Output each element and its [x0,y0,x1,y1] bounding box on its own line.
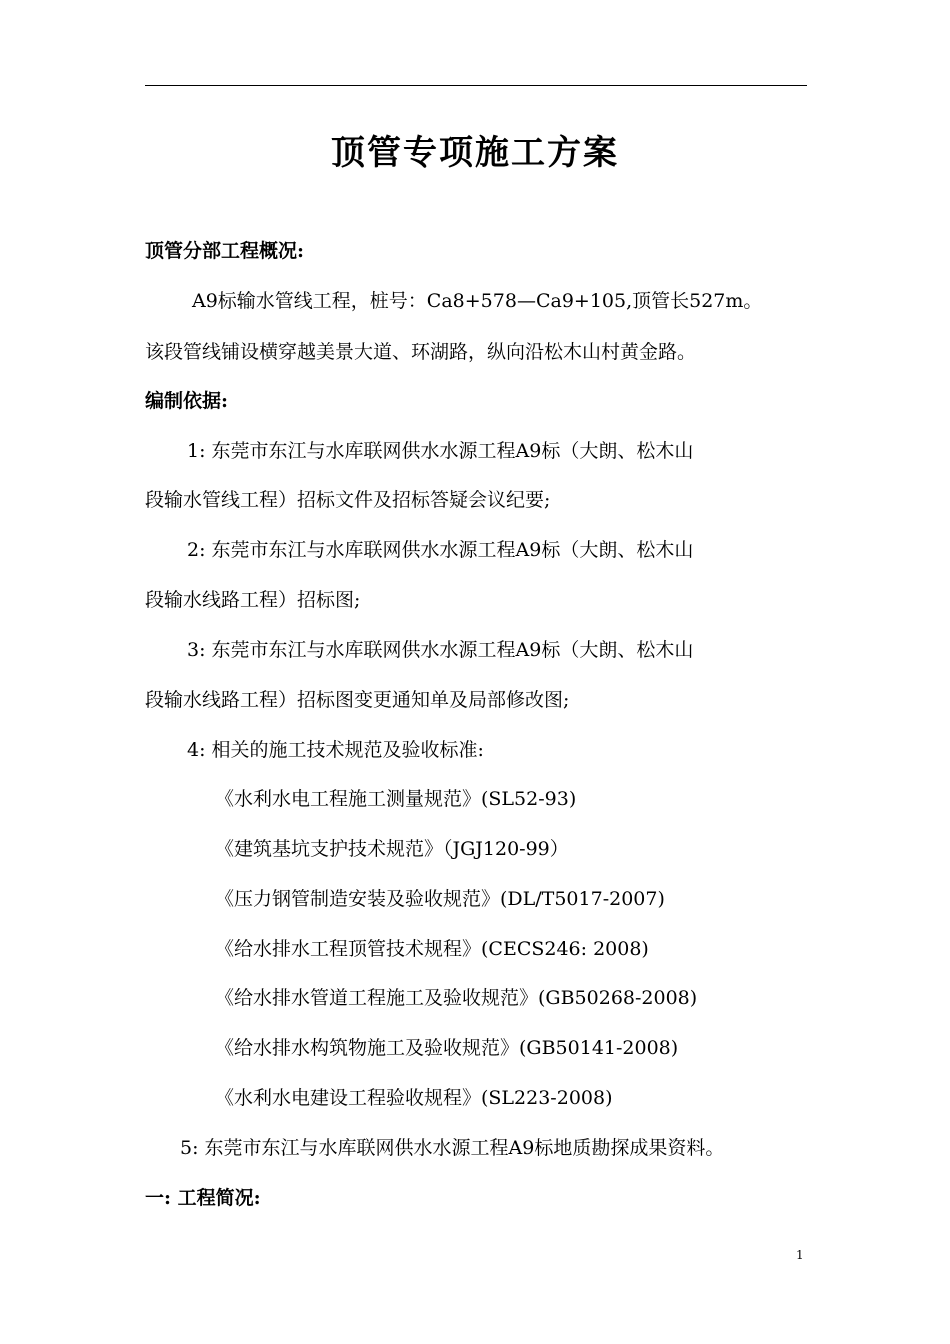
section-heading-overview: 顶管分部工程概况: [145,240,305,262]
standard-item: 《建筑基坑支护技术规范》（JGJ120-99） [215,838,569,860]
document-title: 顶管专项施工方案 [331,133,619,173]
overview-line-1: A9标输水管线工程，桩号：Ca8+578—Ca9+105,顶管长527m。 [192,290,763,312]
header-rule [145,85,807,86]
standard-item: 《给水排水管道工程施工及验收规范》(GB50268-2008) [215,987,698,1009]
section-heading-project: 一: 工程简况: [145,1187,261,1209]
page-number: 1 [796,1248,804,1262]
overview-line-2: 该段管线铺设横穿越美景大道、环湖路，纵向沿松木山村黄金路。 [145,341,697,363]
basis-item-1-line-2: 段输水管线工程）招标文件及招标答疑会议纪要; [145,489,551,511]
basis-item-2-line-1: 2: 东莞市东江与水库联网供水水源工程A9标（大朗、松木山 [187,539,694,561]
basis-item-1-line-1: 1: 东莞市东江与水库联网供水水源工程A9标（大朗、松木山 [187,440,694,462]
basis-item-3-line-2: 段输水线路工程）招标图变更通知单及局部修改图; [145,689,570,711]
standard-item: 《水利水电工程施工测量规范》(SL52-93) [215,788,577,810]
section-heading-basis: 编制依据: [145,390,229,412]
basis-item-3-line-1: 3: 东莞市东江与水库联网供水水源工程A9标（大朗、松木山 [187,639,694,661]
basis-item-5: 5: 东莞市东江与水库联网供水水源工程A9标地质勘探成果资料。 [180,1137,725,1159]
basis-item-4: 4: 相关的施工技术规范及验收标准: [187,739,484,761]
standard-item: 《水利水电建设工程验收规程》(SL223-2008) [215,1087,613,1109]
standard-item: 《给水排水工程顶管技术规程》(CECS246: 2008) [215,938,649,960]
standard-item: 《压力钢管制造安装及验收规范》(DL/T5017-2007) [215,888,665,910]
standard-item: 《给水排水构筑物施工及验收规范》(GB50141-2008) [215,1037,679,1059]
basis-item-2-line-2: 段输水线路工程）招标图; [145,589,361,611]
